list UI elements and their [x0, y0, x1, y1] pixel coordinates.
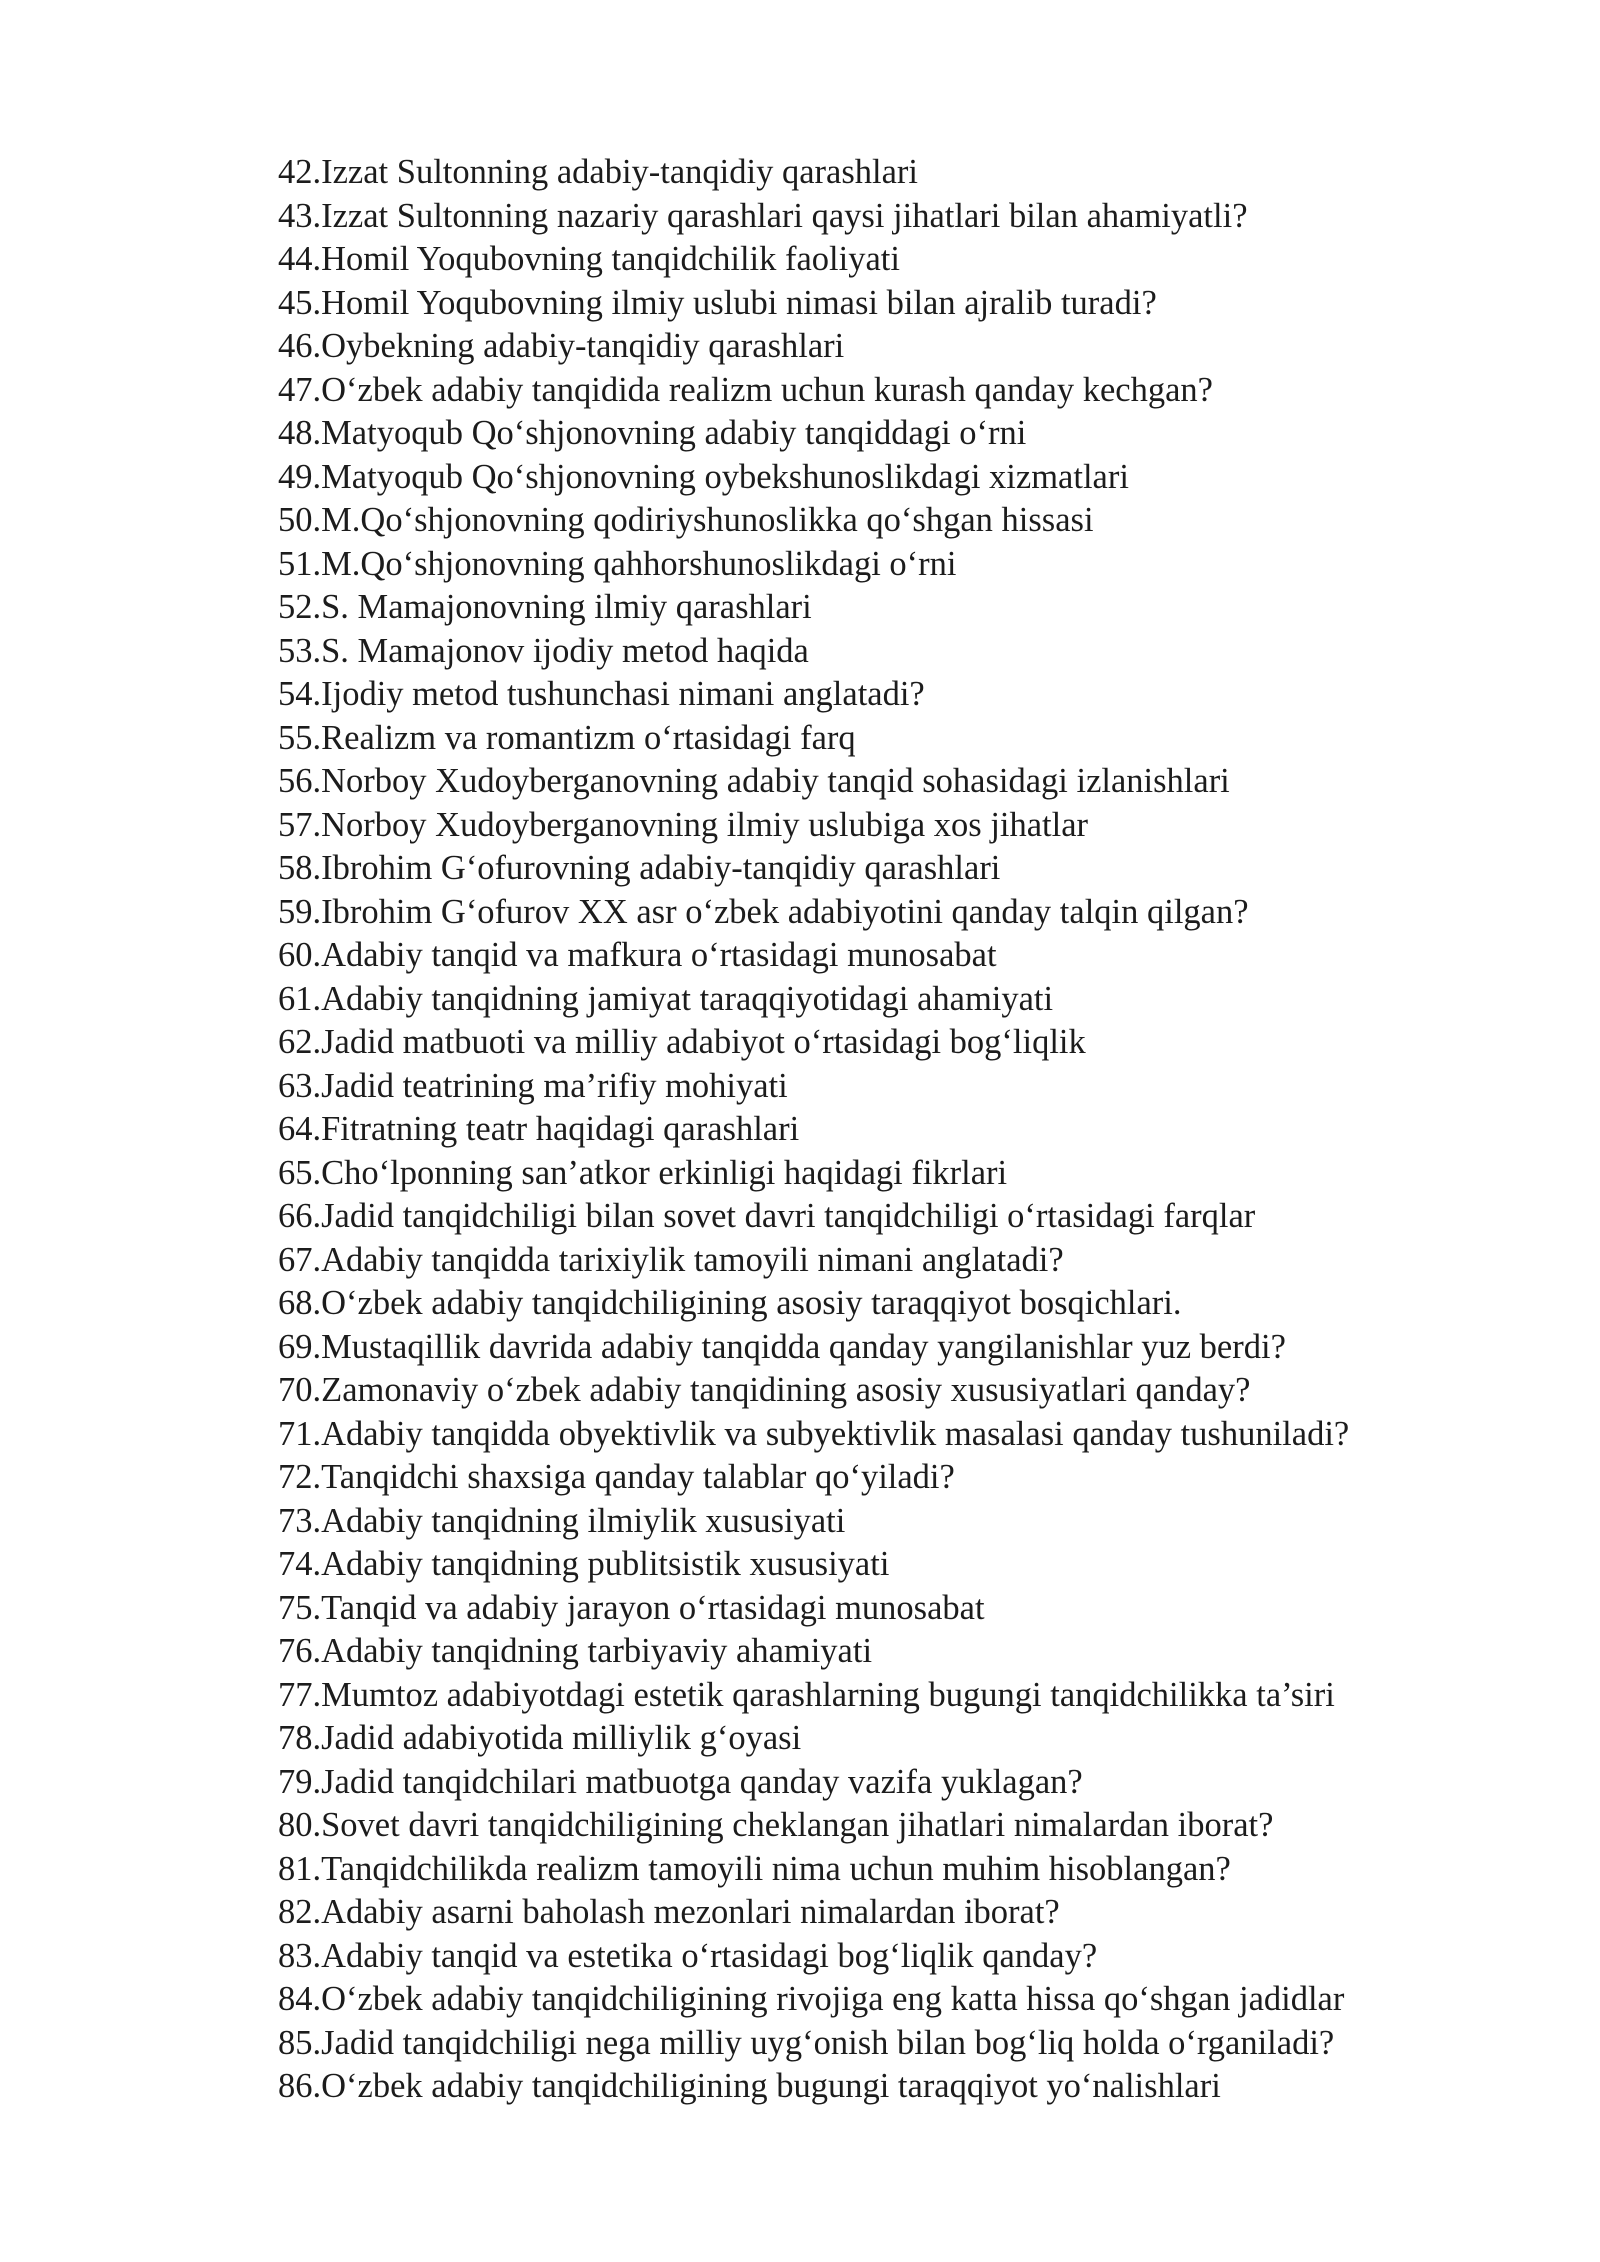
question-number: 54. — [278, 675, 322, 713]
question-number: 48. — [278, 414, 322, 452]
question-item — [278, 1239, 1349, 1283]
question-text: Jadid adabiyotida milliylik g‘oyasi — [321, 1719, 802, 1757]
question-text: S. Mamajonovning ilmiy qarashlari — [321, 588, 812, 626]
question-text: Mustaqillik davrida adabiy tanqidda qanday yangilanishlar yuz berdi? — [321, 1327, 1286, 1366]
question-text: Adabiy tanqidning ilmiylik xususiyati — [321, 1501, 846, 1540]
question-item — [278, 412, 1349, 456]
question-text: Adabiy tanqidda obyektivlik va subyektivlik masalasi qanday tushuniladi? — [321, 1414, 1350, 1453]
question-item — [278, 2065, 1349, 2109]
question-item — [278, 1543, 1349, 1587]
question-item — [278, 934, 1349, 978]
question-number: 72. — [278, 1458, 322, 1496]
question-text: Ibrohim G‘ofurovning adabiy-tanqidiy qarashlari — [321, 849, 1001, 887]
question-number: 52. — [278, 588, 322, 626]
question-number: 66. — [278, 1197, 322, 1235]
question-number: 60. — [278, 936, 322, 974]
question-number: 68. — [278, 1284, 322, 1322]
question-item — [278, 1326, 1349, 1370]
question-item — [278, 543, 1349, 587]
question-item — [278, 891, 1349, 935]
question-item — [278, 1761, 1349, 1805]
question-number: 47. — [278, 370, 322, 409]
question-number: 71. — [278, 1414, 322, 1453]
question-text: O‘zbek adabiy tanqidchiligining bugungi taraqqiyot yo‘nalishlari — [321, 2067, 1221, 2105]
question-number: 74. — [278, 1545, 322, 1583]
question-item — [278, 325, 1349, 369]
question-number: 86. — [278, 2067, 322, 2105]
question-text: Fitratning teatr haqidagi qarashlari — [321, 1110, 800, 1148]
question-text: Izzat Sultonning adabiy-tanqidiy qarashlari — [321, 153, 918, 191]
question-item — [278, 1065, 1349, 1109]
question-number: 57. — [278, 805, 322, 844]
question-item — [278, 1195, 1349, 1239]
question-number: 43. — [278, 196, 322, 235]
question-item — [278, 847, 1349, 891]
question-number: 70. — [278, 1371, 322, 1409]
question-text: M.Qo‘shjonovning qodiriyshunoslikka qo‘shgan hissasi — [321, 501, 1094, 539]
question-item — [278, 1978, 1349, 2022]
question-item — [278, 1630, 1349, 1674]
question-number: 53. — [278, 631, 322, 670]
question-item — [278, 760, 1349, 804]
question-item — [278, 717, 1349, 761]
question-number: 81. — [278, 1849, 322, 1888]
question-item — [278, 673, 1349, 717]
question-number: 42. — [278, 153, 322, 191]
question-number: 58. — [278, 849, 322, 887]
question-item — [278, 1369, 1349, 1413]
question-text: Jadid tanqidchilari matbuotga qanday vazifa yuklagan? — [321, 1762, 1083, 1801]
question-item — [278, 1500, 1349, 1544]
question-number: 77. — [278, 1675, 322, 1714]
question-text: O‘zbek adabiy tanqidchiligining rivojiga eng katta hissa qo‘shgan jadidlar — [321, 1980, 1345, 2018]
question-item — [278, 1282, 1349, 1326]
question-text: Matyoqub Qo‘shjonovning adabiy tanqiddagi o‘rni — [321, 414, 1027, 452]
question-number: 80. — [278, 1806, 322, 1844]
question-item — [278, 1674, 1349, 1718]
question-text: Adabiy asarni baholash mezonlari nimalardan iborat? — [321, 1893, 1060, 1931]
question-text: Homil Yoqubovning ilmiy uslubi nimasi bilan ajralib turadi? — [321, 283, 1157, 322]
question-text: M.Qo‘shjonovning qahhorshunoslikdagi o‘rni — [321, 544, 957, 583]
question-text: Adabiy tanqid va mafkura o‘rtasidagi munosabat — [321, 936, 997, 974]
question-text: Tanqidchilikda realizm tamoyili nima uchun muhim hisoblangan? — [321, 1849, 1231, 1888]
question-number: 56. — [278, 762, 322, 800]
question-number: 78. — [278, 1719, 322, 1757]
question-item — [278, 195, 1349, 239]
question-number: 76. — [278, 1632, 322, 1670]
question-text: Norboy Xudoyberganovning ilmiy uslubiga xos jihatlar — [321, 805, 1089, 844]
question-text: Adabiy tanqidning publitsistik xususiyati — [321, 1545, 890, 1583]
question-number: 73. — [278, 1501, 322, 1540]
question-item — [278, 1152, 1349, 1196]
question-text: Tanqid va adabiy jarayon o‘rtasidagi munosabat — [321, 1588, 985, 1627]
question-item — [278, 978, 1349, 1022]
question-number: 67. — [278, 1240, 322, 1279]
question-item — [278, 804, 1349, 848]
question-number: 51. — [278, 544, 322, 583]
question-number: 61. — [278, 979, 322, 1018]
question-text: Matyoqub Qo‘shjonovning oybekshunoslikdagi xizmatlari — [321, 457, 1129, 496]
question-number: 63. — [278, 1066, 322, 1105]
question-text: Jadid tanqidchiligi nega milliy uyg‘onish bilan bog‘liq holda o‘rganiladi? — [321, 2023, 1335, 2062]
question-number: 82. — [278, 1893, 322, 1931]
question-item — [278, 2022, 1349, 2066]
question-number: 49. — [278, 457, 322, 496]
question-number: 83. — [278, 1936, 322, 1975]
question-text: Jadid matbuoti va milliy adabiyot o‘rtasidagi bog‘liqlik — [321, 1023, 1086, 1061]
question-number: 79. — [278, 1762, 322, 1801]
question-item — [278, 282, 1349, 326]
question-text: S. Mamajonov ijodiy metod haqida — [321, 631, 809, 670]
question-text: Realizm va romantizm o‘rtasidagi farq — [321, 718, 856, 757]
question-text: Jadid tanqidchiligi bilan sovet davri tanqidchiligi o‘rtasidagi farqlar — [321, 1197, 1256, 1235]
question-text: Adabiy tanqidning tarbiyaviy ahamiyati — [321, 1632, 873, 1670]
question-text: Adabiy tanqidda tarixiylik tamoyili nimani anglatadi? — [321, 1240, 1064, 1279]
question-number: 64. — [278, 1110, 322, 1148]
question-text: Cho‘lponning san’atkor erkinligi haqidagi fikrlari — [321, 1153, 1008, 1192]
question-item — [278, 151, 1349, 195]
question-number: 69. — [278, 1327, 322, 1366]
question-item — [278, 586, 1349, 630]
question-item — [278, 1804, 1349, 1848]
question-number: 62. — [278, 1023, 322, 1061]
question-number: 50. — [278, 501, 322, 539]
question-text: Ibrohim G‘ofurov XX asr o‘zbek adabiyotini qanday talqin qilgan? — [321, 892, 1249, 931]
question-item — [278, 456, 1349, 500]
question-item — [278, 630, 1349, 674]
question-text: O‘zbek adabiy tanqidchiligining asosiy taraqqiyot bosqichlari. — [321, 1284, 1182, 1322]
question-text: Sovet davri tanqidchiligining cheklangan jihatlari nimalardan iborat? — [321, 1806, 1274, 1844]
question-item — [278, 1587, 1349, 1631]
question-text: Norboy Xudoyberganovning adabiy tanqid sohasidagi izlanishlari — [321, 762, 1230, 800]
question-item — [278, 1717, 1349, 1761]
question-number: 59. — [278, 892, 322, 931]
question-number: 85. — [278, 2023, 322, 2062]
question-text: Izzat Sultonning nazariy qarashlari qaysi jihatlari bilan ahamiyatli? — [321, 196, 1248, 235]
question-text: Tanqidchi shaxsiga qanday talablar qo‘yiladi? — [321, 1458, 955, 1496]
question-number: 75. — [278, 1588, 322, 1627]
question-text: Mumtoz adabiyotdagi estetik qarashlarning bugungi tanqidchilikka ta’siri — [321, 1675, 1335, 1714]
question-text: Zamonaviy o‘zbek adabiy tanqidining asosiy xususiyatlari qanday? — [321, 1371, 1251, 1409]
question-item — [278, 238, 1349, 282]
question-item — [278, 1413, 1349, 1457]
question-item — [278, 1108, 1349, 1152]
question-number: 45. — [278, 283, 322, 322]
question-text: Ijodiy metod tushunchasi nimani anglatadi? — [321, 675, 925, 713]
question-item — [278, 1456, 1349, 1500]
question-text: Adabiy tanqid va estetika o‘rtasidagi bog‘liqlik qanday? — [321, 1936, 1098, 1975]
question-text: O‘zbek adabiy tanqidida realizm uchun kurash qanday kechgan? — [321, 370, 1213, 409]
question-number: 84. — [278, 1980, 322, 2018]
question-number: 55. — [278, 718, 322, 757]
question-item — [278, 1891, 1349, 1935]
question-item — [278, 369, 1349, 413]
question-item — [278, 1848, 1349, 1892]
question-text: Homil Yoqubovning tanqidchilik faoliyati — [321, 240, 900, 278]
question-text: Jadid teatrining ma’rifiy mohiyati — [321, 1066, 788, 1105]
question-item — [278, 1935, 1349, 1979]
question-number: 65. — [278, 1153, 322, 1192]
question-item — [278, 1021, 1349, 1065]
question-text: Adabiy tanqidning jamiyat taraqqiyotidagi ahamiyati — [321, 979, 1054, 1018]
question-item — [278, 499, 1349, 543]
question-list — [278, 151, 1349, 2109]
question-number: 44. — [278, 240, 322, 278]
question-text: Oybekning adabiy-tanqidiy qarashlari — [321, 327, 845, 365]
question-number: 46. — [278, 327, 322, 365]
